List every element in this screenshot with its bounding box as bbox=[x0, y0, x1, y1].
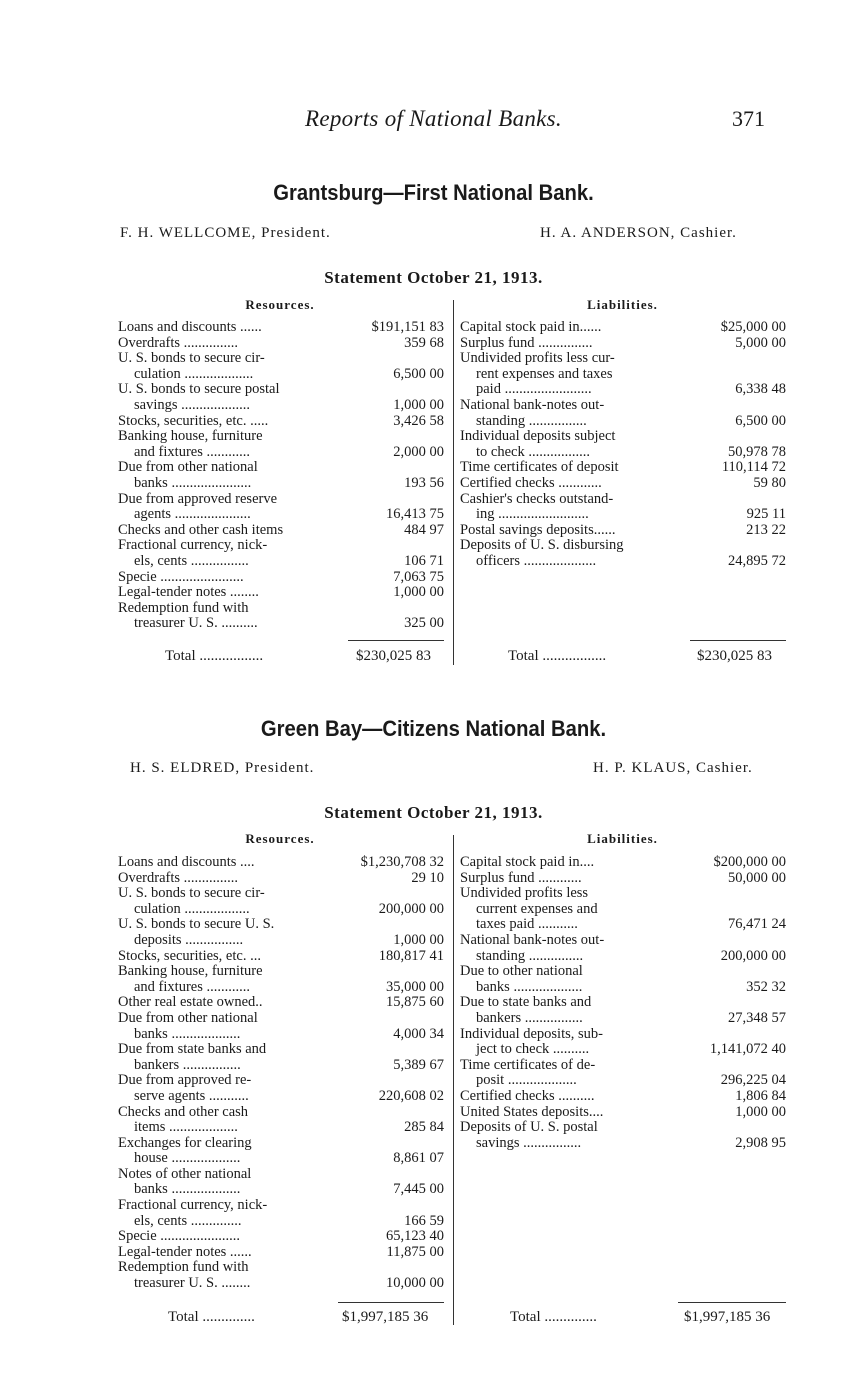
resources-list bbox=[118, 320, 444, 632]
ledger-item-label: Specie ....................... bbox=[118, 568, 244, 585]
ledger-row bbox=[118, 1089, 444, 1105]
total-rule bbox=[690, 640, 786, 641]
ledger-row bbox=[118, 949, 444, 965]
ledger-row bbox=[118, 320, 444, 336]
ledger-row bbox=[460, 460, 786, 476]
ledger-item-label: Due from other national bbox=[118, 459, 258, 476]
ledger-item-value: 1,000 00 bbox=[393, 584, 444, 601]
ledger-item-label: Checks and other cash items bbox=[118, 521, 284, 538]
president-name: F. H. WELLCOME, President. bbox=[120, 225, 331, 241]
ledger-row bbox=[118, 980, 444, 996]
ledger-item-label: officers .................... bbox=[476, 552, 597, 569]
ledger-item-label: house ................... bbox=[134, 1150, 241, 1167]
column-divider bbox=[453, 835, 454, 1325]
ledger-item-label: els, cents .............. bbox=[134, 1212, 242, 1229]
ledger-item-label: Due to state banks and bbox=[460, 994, 592, 1011]
ledger-item-value: 1,000 00 bbox=[735, 1103, 786, 1120]
ledger-item-value: 6,500 00 bbox=[393, 365, 444, 382]
ledger-item-value: 24,895 72 bbox=[728, 552, 786, 569]
ledger-item-value: 35,000 00 bbox=[386, 978, 444, 995]
ledger-item-label: treasurer U. S. ........ bbox=[134, 1275, 251, 1292]
ledger-item-value: $200,000 00 bbox=[713, 854, 786, 870]
ledger-item-label: Due from approved reserve bbox=[118, 490, 278, 507]
ledger-row bbox=[118, 601, 444, 617]
resources-heading: Resources. bbox=[245, 831, 315, 846]
running-header-title: Reports of National Banks. bbox=[305, 106, 562, 131]
liabilities-total-label: Total ................. bbox=[508, 648, 607, 664]
ledger-row bbox=[118, 429, 444, 445]
ledger-item-value: 5,389 67 bbox=[393, 1056, 444, 1073]
ledger-item-value: 15,875 60 bbox=[386, 994, 444, 1011]
ledger-row bbox=[118, 1027, 444, 1043]
ledger-row bbox=[460, 492, 786, 508]
ledger-row bbox=[460, 886, 786, 902]
ledger-item-value: 3,426 58 bbox=[393, 412, 444, 429]
ledger-item-label: ing ......................... bbox=[476, 506, 589, 523]
ledger-row bbox=[460, 367, 786, 383]
ledger-row bbox=[460, 1027, 786, 1043]
ledger-item-value: 296,225 04 bbox=[720, 1072, 786, 1089]
ledger-item-value: 7,063 75 bbox=[393, 568, 444, 585]
ledger-row bbox=[118, 351, 444, 367]
ledger-item-value: 50,000 00 bbox=[728, 869, 786, 886]
bank-title-green-bay: Green Bay—Citizens National Bank. bbox=[260, 716, 607, 741]
ledger-row bbox=[118, 1214, 444, 1230]
ledger-item-label: Fractional currency, nick- bbox=[118, 537, 268, 554]
ledger-item-label: paid ........................ bbox=[476, 381, 592, 398]
ledger-item-label: Individual deposits subject bbox=[460, 428, 616, 445]
ledger-item-value: 11,875 00 bbox=[386, 1243, 444, 1260]
ledger-row bbox=[118, 1182, 444, 1198]
resources-total-label: Total ................. bbox=[165, 648, 264, 664]
ledger-item-value: 1,000 00 bbox=[393, 931, 444, 948]
ledger-row bbox=[118, 855, 444, 871]
ledger-row bbox=[460, 429, 786, 445]
ledger-item-label: U. S. bonds to secure cir- bbox=[118, 350, 265, 367]
ledger-item-value: 925 11 bbox=[746, 506, 786, 523]
ledger-item-label: Due to other national bbox=[460, 963, 583, 980]
ledger-row bbox=[118, 1229, 444, 1245]
ledger-item-label: Banking house, furniture bbox=[118, 963, 263, 980]
ledger-row bbox=[118, 995, 444, 1011]
ledger-item-label: and fixtures ............ bbox=[134, 978, 250, 995]
total-rule bbox=[678, 1302, 786, 1303]
ledger-item-label: National bank-notes out- bbox=[460, 396, 605, 413]
ledger-item-value: 325 00 bbox=[404, 615, 444, 632]
ledger-row bbox=[460, 523, 786, 539]
ledger-row bbox=[460, 933, 786, 949]
ledger-row bbox=[118, 1011, 444, 1027]
ledger-item-label: Deposits of U. S. disbursing bbox=[460, 537, 624, 554]
ledger-row bbox=[460, 1011, 786, 1027]
ledger-item-value: 65,123 40 bbox=[386, 1228, 444, 1245]
ledger-row bbox=[460, 398, 786, 414]
ledger-item-value: 1,141,072 40 bbox=[709, 1041, 786, 1058]
ledger-item-label: taxes paid ........... bbox=[476, 916, 578, 933]
ledger-item-value: 76,471 24 bbox=[728, 916, 786, 933]
ledger-item-label: and fixtures ............ bbox=[134, 443, 250, 460]
ledger-item-value: 6,338 48 bbox=[735, 381, 786, 398]
ledger-row bbox=[460, 902, 786, 918]
ledger-item-value: 1,806 84 bbox=[735, 1087, 786, 1104]
ledger-row bbox=[118, 523, 444, 539]
ledger-item-label: Other real estate owned.. bbox=[118, 994, 263, 1011]
ledger-item-label: Capital stock paid in...... bbox=[460, 319, 602, 335]
cashier-name: H. P. KLAUS, Cashier. bbox=[593, 760, 753, 776]
ledger-item-value: 200,000 00 bbox=[720, 947, 786, 964]
liabilities-total-label: Total .............. bbox=[510, 1309, 597, 1325]
ledger-item-label: ject to check .......... bbox=[476, 1041, 590, 1058]
ledger-item-label: banks ................... bbox=[134, 1181, 241, 1198]
ledger-item-value: 4,000 34 bbox=[393, 1025, 444, 1042]
ledger-item-value: 27,348 57 bbox=[728, 1009, 786, 1026]
ledger-row bbox=[460, 995, 786, 1011]
ledger-item-value: 8,861 07 bbox=[393, 1150, 444, 1167]
ledger-row bbox=[118, 1073, 444, 1089]
ledger-item-label: U. S. bonds to secure postal bbox=[118, 381, 280, 398]
ledger-item-value: 50,978 78 bbox=[728, 443, 786, 460]
ledger-row bbox=[460, 949, 786, 965]
ledger-row bbox=[118, 585, 444, 601]
ledger-item-label: Legal-tender notes ........ bbox=[118, 584, 259, 601]
ledger-row bbox=[118, 382, 444, 398]
ledger-row bbox=[118, 367, 444, 383]
ledger-item-value: 59 80 bbox=[753, 474, 786, 491]
ledger-item-label: U. S. bonds to secure U. S. bbox=[118, 916, 275, 933]
ledger-item-value: 16,413 75 bbox=[386, 506, 444, 523]
ledger-item-label: Capital stock paid in.... bbox=[460, 854, 595, 870]
ledger-item-label: Notes of other national bbox=[118, 1165, 252, 1182]
ledger-item-label: bankers ................ bbox=[476, 1009, 583, 1026]
ledger-row bbox=[460, 507, 786, 523]
ledger-item-value: $1,230,708 32 bbox=[360, 854, 444, 870]
ledger-row bbox=[460, 1042, 786, 1058]
ledger-item-value: 6,500 00 bbox=[735, 412, 786, 429]
ledger-item-value: 10,000 00 bbox=[386, 1275, 444, 1292]
ledger-item-label: serve agents ........... bbox=[134, 1087, 249, 1104]
resources-list bbox=[118, 855, 444, 1292]
ledger-item-label: Due from approved re- bbox=[118, 1072, 252, 1089]
ledger-row bbox=[118, 1120, 444, 1136]
ledger-row bbox=[118, 933, 444, 949]
ledger-row bbox=[460, 1073, 786, 1089]
ledger-row bbox=[118, 445, 444, 461]
bank-title-grantsburg: Grantsburg—First National Bank. bbox=[273, 180, 594, 205]
page-number: 371 bbox=[732, 106, 765, 131]
ledger-item-value: 5,000 00 bbox=[735, 334, 786, 351]
ledger-item-label: treasurer U. S. .......... bbox=[134, 615, 258, 632]
ledger-item-label: Certified checks .......... bbox=[460, 1087, 595, 1104]
ledger-item-value: 110,114 72 bbox=[721, 459, 786, 476]
ledger-item-value: $191,151 83 bbox=[371, 319, 444, 335]
cashier-name: H. A. ANDERSON, Cashier. bbox=[540, 225, 737, 241]
ledger-item-label: National bank-notes out- bbox=[460, 931, 605, 948]
resources-total-value: $230,025 83 bbox=[356, 648, 431, 664]
statement-date: Statement October 21, 1913. bbox=[324, 803, 543, 822]
ledger-item-label: Undivided profits less bbox=[460, 885, 589, 902]
ledger-row bbox=[460, 382, 786, 398]
total-rule bbox=[338, 1302, 444, 1303]
liabilities-list bbox=[460, 855, 786, 1151]
ledger-row bbox=[118, 1276, 444, 1292]
ledger-row bbox=[460, 538, 786, 554]
ledger-item-label: Surplus fund ............ bbox=[460, 869, 582, 886]
president-name: H. S. ELDRED, President. bbox=[130, 760, 315, 776]
ledger-item-label: Specie ...................... bbox=[118, 1228, 241, 1245]
ledger-row bbox=[118, 917, 444, 933]
ledger-row bbox=[460, 320, 786, 336]
ledger-row bbox=[118, 871, 444, 887]
ledger-row bbox=[460, 336, 786, 352]
ledger-row bbox=[118, 1198, 444, 1214]
ledger-item-label: standing ............... bbox=[476, 947, 584, 964]
ledger-item-label: culation ................... bbox=[134, 365, 254, 382]
ledger-item-label: United States deposits.... bbox=[460, 1103, 604, 1120]
ledger-item-label: Due from other national bbox=[118, 1009, 258, 1026]
ledger-item-label: Surplus fund ............... bbox=[460, 334, 593, 351]
ledger-item-value: 213 22 bbox=[746, 521, 786, 538]
ledger-row bbox=[118, 507, 444, 523]
ledger-item-label: standing ................ bbox=[476, 412, 587, 429]
ledger-item-label: to check ................. bbox=[476, 443, 590, 460]
ledger-item-label: items ................... bbox=[134, 1119, 238, 1136]
ledger-item-label: Individual deposits, sub- bbox=[460, 1025, 603, 1042]
ledger-item-label: deposits ................ bbox=[134, 931, 244, 948]
ledger-row bbox=[118, 1105, 444, 1121]
ledger-item-value: 484 97 bbox=[404, 521, 444, 538]
ledger-item-label: banks ................... bbox=[134, 1025, 241, 1042]
resources-total-label: Total .............. bbox=[168, 1309, 255, 1325]
ledger-item-label: Stocks, securities, etc. ... bbox=[118, 947, 261, 964]
ledger-row bbox=[118, 1151, 444, 1167]
ledger-item-value: 166 59 bbox=[404, 1212, 444, 1229]
ledger-row bbox=[460, 445, 786, 461]
statement-date: Statement October 21, 1913. bbox=[324, 268, 543, 287]
ledger-row bbox=[460, 1105, 786, 1121]
ledger-item-label: banks ...................... bbox=[134, 474, 252, 491]
ledger-row bbox=[460, 855, 786, 871]
ledger-item-label: U. S. bonds to secure cir- bbox=[118, 885, 265, 902]
ledger-row bbox=[460, 1120, 786, 1136]
ledger-item-label: Overdrafts ............... bbox=[118, 334, 239, 351]
resources-heading: Resources. bbox=[245, 297, 315, 312]
ledger-item-label: Cashier's checks outstand- bbox=[460, 490, 614, 507]
ledger-item-label: els, cents ................ bbox=[134, 552, 249, 569]
ledger-item-label: Time certificates of deposit bbox=[460, 459, 619, 476]
ledger-row bbox=[118, 1245, 444, 1261]
ledger-item-label: banks ................... bbox=[476, 978, 583, 995]
ledger-item-value: 29 10 bbox=[411, 869, 444, 886]
ledger-item-label: current expenses and bbox=[476, 900, 598, 917]
ledger-row bbox=[118, 616, 444, 632]
ledger-item-label: Loans and discounts .... bbox=[118, 854, 255, 870]
ledger-row bbox=[118, 902, 444, 918]
ledger-item-label: Undivided profits less cur- bbox=[460, 350, 615, 367]
ledger-row bbox=[460, 871, 786, 887]
ledger-row bbox=[118, 1136, 444, 1152]
ledger-item-label: Redemption fund with bbox=[118, 1259, 249, 1276]
ledger-row bbox=[118, 1058, 444, 1074]
ledger-item-value: 2,908 95 bbox=[735, 1134, 786, 1151]
ledger-item-label: Checks and other cash bbox=[118, 1103, 249, 1120]
ledger-item-label: rent expenses and taxes bbox=[476, 365, 613, 382]
ledger-row bbox=[460, 554, 786, 570]
ledger-row bbox=[118, 886, 444, 902]
ledger-item-value: 200,000 00 bbox=[378, 900, 444, 917]
ledger-row bbox=[460, 917, 786, 933]
ledger-row bbox=[118, 538, 444, 554]
liabilities-heading: Liabilities. bbox=[587, 297, 658, 312]
liabilities-list bbox=[460, 320, 786, 570]
ledger-item-label: Deposits of U. S. postal bbox=[460, 1119, 598, 1136]
ledger-item-label: Certified checks ............ bbox=[460, 474, 602, 491]
ledger-item-label: Redemption fund with bbox=[118, 599, 249, 616]
column-divider bbox=[453, 300, 454, 665]
ledger-item-value: 2,000 00 bbox=[393, 443, 444, 460]
ledger-row bbox=[118, 964, 444, 980]
ledger-row bbox=[460, 351, 786, 367]
ledger-item-value: 7,445 00 bbox=[393, 1181, 444, 1198]
ledger-row bbox=[118, 476, 444, 492]
ledger-item-label: Due from state banks and bbox=[118, 1041, 267, 1058]
ledger-row bbox=[118, 414, 444, 430]
ledger-row bbox=[460, 414, 786, 430]
ledger-item-value: 220,608 02 bbox=[378, 1087, 444, 1104]
ledger-item-value: $25,000 00 bbox=[720, 319, 786, 335]
ledger-item-label: Postal savings deposits...... bbox=[460, 521, 616, 538]
ledger-item-value: 180,817 41 bbox=[378, 947, 444, 964]
ledger-item-label: Legal-tender notes ...... bbox=[118, 1243, 252, 1260]
liabilities-heading: Liabilities. bbox=[587, 831, 658, 846]
ledger-item-label: agents ..................... bbox=[134, 506, 251, 523]
ledger-item-label: Loans and discounts ...... bbox=[118, 319, 262, 335]
ledger-row bbox=[118, 1042, 444, 1058]
ledger-row bbox=[118, 460, 444, 476]
ledger-item-label: bankers ................ bbox=[134, 1056, 241, 1073]
ledger-item-label: Overdrafts ............... bbox=[118, 869, 239, 886]
ledger-row bbox=[460, 1136, 786, 1152]
ledger-item-value: 193 56 bbox=[404, 474, 444, 491]
ledger-item-label: Time certificates of de- bbox=[460, 1056, 596, 1073]
ledger-item-value: 352 32 bbox=[746, 978, 786, 995]
ledger-row bbox=[460, 1058, 786, 1074]
ledger-item-label: savings ................ bbox=[476, 1134, 582, 1151]
ledger-row bbox=[118, 1167, 444, 1183]
resources-total-value: $1,997,185 36 bbox=[342, 1309, 429, 1325]
ledger-item-value: 106 71 bbox=[404, 552, 444, 569]
ledger-item-label: savings ................... bbox=[134, 396, 250, 413]
total-rule bbox=[348, 640, 444, 641]
liabilities-total-value: $230,025 83 bbox=[697, 648, 772, 664]
ledger-item-label: posit ................... bbox=[476, 1072, 577, 1089]
ledger-row bbox=[460, 964, 786, 980]
liabilities-total-value: $1,997,185 36 bbox=[684, 1309, 771, 1325]
ledger-row bbox=[118, 336, 444, 352]
ledger-row bbox=[460, 980, 786, 996]
ledger-row bbox=[460, 1089, 786, 1105]
ledger-row bbox=[118, 570, 444, 586]
ledger-item-value: 285 84 bbox=[404, 1119, 444, 1136]
ledger-item-label: Fractional currency, nick- bbox=[118, 1197, 268, 1214]
ledger-item-label: Exchanges for clearing bbox=[118, 1134, 252, 1151]
ledger-row bbox=[118, 554, 444, 570]
ledger-item-value: 359 68 bbox=[404, 334, 444, 351]
ledger-item-label: Stocks, securities, etc. ..... bbox=[118, 412, 269, 429]
ledger-item-value: 1,000 00 bbox=[393, 396, 444, 413]
ledger-row bbox=[118, 492, 444, 508]
ledger-row bbox=[118, 398, 444, 414]
ledger-row bbox=[118, 1260, 444, 1276]
ledger-item-label: Banking house, furniture bbox=[118, 428, 263, 445]
ledger-row bbox=[460, 476, 786, 492]
ledger-item-label: culation .................. bbox=[134, 900, 250, 917]
